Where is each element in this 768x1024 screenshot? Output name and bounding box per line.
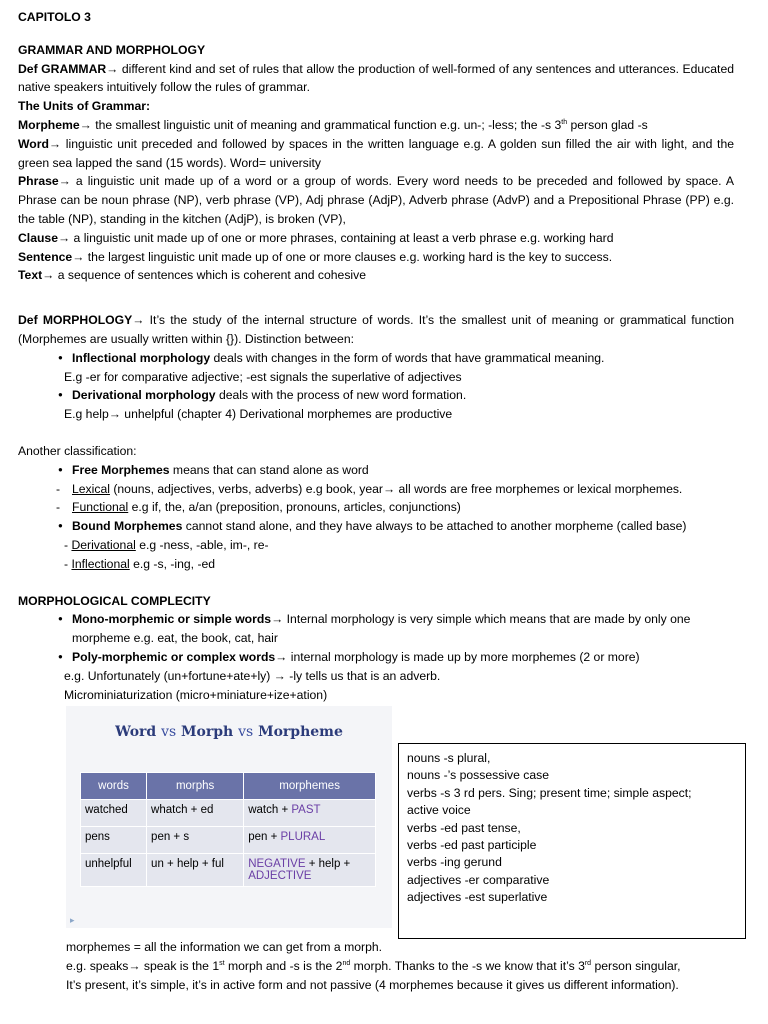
- derivational-bound-label: Derivational: [71, 537, 136, 552]
- phrase-text: a linguistic unit made up of a word or a group of words. Every word needs to be preceded and followed by space. A Phrase can be noun phrase (NP), verb phrase (VP), Adj phrase (AdjP), Adverb phrase (AdvP) and a Prepositional Phrase (PP) e.g. the table (NP), standing in the kitchen (AdjP), is broken (VP),: [18, 174, 734, 226]
- table-row: [81, 827, 376, 854]
- bottom-line-2c: morph. Thanks to the -s we know that it’s 3: [350, 958, 585, 973]
- morpheme-label: Morpheme→: [18, 117, 92, 132]
- derivational-example: E.g help→ unhelpful (chapter 4) Derivational morphemes are productive: [64, 407, 453, 422]
- notes-box: [398, 743, 746, 939]
- inflectional-bound-text: e.g -s, -ing, -ed: [129, 556, 216, 571]
- note-line: adjectives -est superlative: [407, 890, 548, 905]
- def-sentence: [18, 248, 734, 267]
- note-line: active voice: [407, 803, 471, 818]
- morpheme-sup: th: [561, 118, 568, 126]
- mono-label: Mono-morphemic or simple words: [72, 612, 272, 627]
- figure-table: [80, 772, 376, 887]
- list-item-mono: [18, 610, 734, 648]
- poly-example-1: e.g. Unfortunately (un+fortune+ate+ly) → -ly tells us that is an adverb.: [64, 668, 441, 683]
- def-grammar-text: different kind and set of rules that allow the production of well-formed of any sentences and utterances. Educated native speakers intuitively follow the rules of grammar.: [18, 61, 735, 95]
- poly-label: Poly-morphemic or complex words: [72, 649, 276, 664]
- list-item-free: [18, 461, 734, 480]
- sup-st: st: [219, 959, 225, 967]
- figure-title-word: Word: [115, 724, 157, 740]
- phrase-label: Phrase→: [18, 174, 71, 189]
- header-morphemes: morphemes: [244, 773, 376, 800]
- figure-title-morph: Morph: [181, 724, 234, 740]
- note-line: verbs -ed past participle: [407, 838, 537, 853]
- cell-word: unhelpful: [81, 854, 147, 887]
- header-words: words: [81, 773, 147, 800]
- lexical-text: (nouns, adjectives, verbs, adverbs) e.g book, year→ all words are free morphemes or lexical morphemes.: [109, 481, 683, 496]
- poly-example-2: Microminiaturization (micro+miniature+ize+ation): [64, 687, 328, 702]
- list-item-lexical: [18, 480, 734, 499]
- def-word: [18, 135, 734, 173]
- derivational-bound-text: e.g -ness, -able, im-, re-: [135, 537, 269, 552]
- bound-label: Bound Morphemes: [72, 519, 183, 534]
- list-item-poly: [18, 648, 734, 667]
- morpheme-tag: ADJECTIVE: [248, 870, 312, 882]
- text-text: a sequence of sentences which is coherent and cohesive: [54, 268, 366, 283]
- bottom-line-1: morphemes = all the information we can get from a morph.: [66, 940, 383, 954]
- figure-corner-icon: ▸: [70, 915, 75, 925]
- word-text: linguistic unit preceded and followed by spaces in the written language e.g. A golden sun filled the air with light, and the green sea lapped the sand (15 words). Word= university: [18, 136, 734, 170]
- inflectional-example: E.g -er for comparative adjective; -est signals the superlative of adjectives: [64, 369, 462, 384]
- morpheme-base: + help +: [305, 858, 351, 870]
- free-text: means that can stand alone as word: [169, 462, 369, 477]
- functional-text: e.g if, the, a/an (preposition, pronouns, articles, conjunctions): [128, 500, 461, 515]
- word-morph-morpheme-figure: [66, 706, 392, 928]
- functional-label: Functional: [72, 500, 129, 515]
- table-row: [81, 854, 376, 887]
- document-page: [18, 8, 734, 704]
- bottom-paragraph: [66, 938, 742, 994]
- list-item-functional: [18, 498, 734, 517]
- figure-title: [66, 724, 392, 740]
- chapter-title: CAPITOLO 3: [18, 10, 91, 24]
- figure-title-morpheme: Morpheme: [258, 724, 343, 740]
- table-row: [81, 800, 376, 827]
- cell-morphs: un + help + ful: [147, 854, 244, 887]
- bottom-line-3: It’s present, it’s simple, it’s in active form and not passive (4 morphemes because it gives us different information).: [66, 977, 679, 992]
- def-morpheme: [18, 116, 734, 135]
- inflectional-text: deals with changes in the form of words that have grammatical meaning.: [210, 350, 605, 365]
- morphology-label: Def MORPHOLOGY→: [18, 313, 145, 328]
- figure-title-vs1: vs: [161, 724, 177, 740]
- list-item-inflectional-bound: [18, 555, 734, 574]
- section-heading-complexity: MORPHOLOGICAL COMPLECITY: [18, 593, 211, 608]
- morpheme-text2: person glad -s: [567, 117, 648, 132]
- morpheme-tag: PLURAL: [280, 831, 326, 843]
- bound-text: cannot stand alone, and they have always to be attached to another morpheme (called base): [182, 519, 687, 534]
- bottom-line-2: [66, 957, 742, 976]
- clause-label: Clause→: [18, 230, 71, 245]
- inflectional-label: Inflectional morphology: [72, 350, 211, 365]
- sup-rd: rd: [584, 959, 592, 967]
- header-morphs: morphs: [147, 773, 244, 800]
- morphology-text: It’s the study of the internal structure of words. It’s the smallest unit of meaning or grammatical function (Morphemes are usually written within {}). Distinction between:: [18, 313, 734, 346]
- text-label: Text→: [18, 268, 55, 283]
- section-heading-grammar: GRAMMAR AND MORPHOLOGY: [18, 42, 206, 57]
- units-heading: The Units of Grammar:: [18, 99, 151, 114]
- def-clause: [18, 229, 734, 248]
- morpheme-tag: PAST: [291, 804, 321, 816]
- inflectional-dash: -: [64, 556, 72, 571]
- clause-text: a linguistic unit made up of one or more phrases, containing at least a verb phrase e.g. working hard: [70, 230, 614, 245]
- morpheme-tag: NEGATIVE: [248, 858, 306, 870]
- cell-morphemes: [244, 827, 376, 854]
- another-classification-heading: Another classification:: [18, 443, 137, 458]
- list-item-bound: [18, 517, 734, 536]
- cell-morphemes: [244, 800, 376, 827]
- sentence-text: the largest linguistic unit made up of one or more clauses e.g. working hard is the key to success.: [84, 249, 613, 264]
- list-item-derivational: [18, 386, 734, 405]
- cell-morphs: pen + s: [147, 827, 244, 854]
- note-line: adjectives -er comparative: [407, 872, 550, 887]
- cell-word: pens: [81, 827, 147, 854]
- def-grammar: [18, 60, 734, 98]
- morpheme-base: pen +: [248, 831, 281, 843]
- def-grammar-label: Def GRAMMAR→: [18, 61, 119, 76]
- list-item-inflectional: [18, 349, 734, 368]
- poly-text: → internal morphology is made up by more morphemes (2 or more): [275, 649, 640, 664]
- cell-word: watched: [81, 800, 147, 827]
- def-text: [18, 266, 734, 285]
- free-label: Free Morphemes: [72, 462, 170, 477]
- def-phrase: [18, 172, 734, 228]
- note-line: nouns -’s possessive case: [407, 768, 550, 783]
- bottom-line-2d: person singular,: [591, 958, 681, 973]
- inflectional-bound-label: Inflectional: [71, 556, 130, 571]
- note-line: verbs -s 3 rd pers. Sing; present time; simple aspect;: [407, 785, 692, 800]
- figure-title-vs2: vs: [238, 724, 254, 740]
- bottom-line-2a: e.g. speaks→ speak is the 1: [66, 958, 220, 973]
- list-item-derivational-bound: [18, 536, 734, 555]
- derivational-dash: -: [64, 537, 72, 552]
- lexical-label: Lexical: [72, 481, 110, 496]
- def-morphology: [18, 311, 734, 349]
- cell-morphs: whatch + ed: [147, 800, 244, 827]
- morpheme-base: watch +: [248, 804, 292, 816]
- mono-text: → Internal morphology is very simple which means that are made by only one morpheme e.g. eat, the book, cat, hair: [72, 612, 691, 646]
- word-label: Word→: [18, 136, 62, 151]
- sup-nd: nd: [342, 959, 351, 967]
- note-line: verbs -ing gerund: [407, 855, 502, 870]
- bottom-line-2b: morph and -s is the 2: [224, 958, 343, 973]
- cell-morphemes: [244, 854, 376, 887]
- derivational-label: Derivational morphology: [72, 388, 216, 403]
- figure-table-header: [81, 773, 376, 800]
- note-line: verbs -ed past tense,: [407, 820, 521, 835]
- sentence-label: Sentence→: [18, 249, 85, 264]
- note-line: nouns -s plural,: [407, 751, 491, 765]
- morpheme-text: the smallest linguistic unit of meaning and grammatical function e.g. un-; -less; the -s 3: [91, 117, 562, 132]
- derivational-text: deals with the process of new word formation.: [215, 388, 467, 403]
